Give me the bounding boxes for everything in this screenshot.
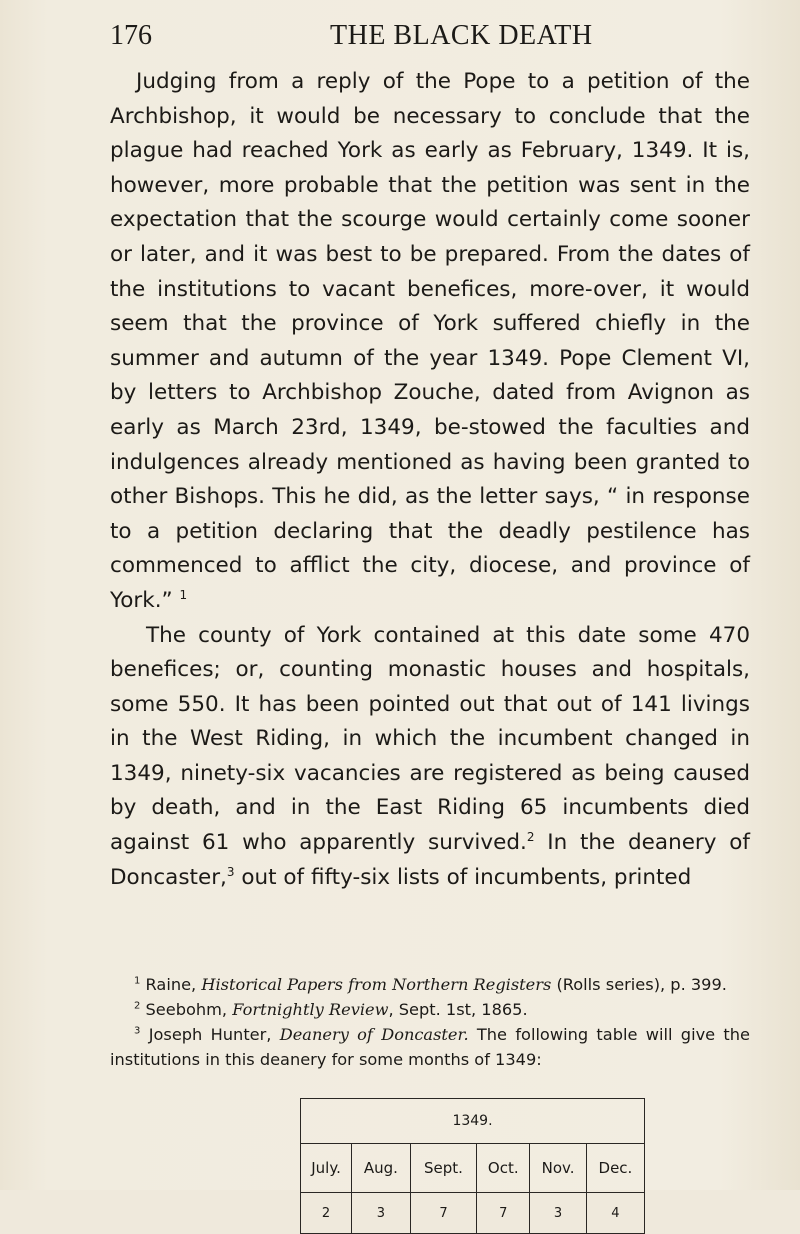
footnote-2-number: 2 [134, 1000, 141, 1012]
footnote-1-rest: (Rolls series), p. 399. [551, 975, 727, 994]
footnote-ref-2: 2 [526, 829, 535, 844]
footnote-ref-3: 3 [226, 864, 235, 879]
footnote-2 [110, 997, 750, 1022]
footnotes [110, 972, 750, 1072]
body-text [110, 65, 750, 895]
footnote-1-title: Historical Papers from Northern Registers [201, 975, 552, 994]
footnote-2-title: Fortnightly Review [232, 1000, 389, 1019]
footnote-3-title: Deanery of Doncaster. [279, 1025, 469, 1044]
table-month-row [301, 1144, 645, 1193]
footnote-1 [110, 972, 750, 997]
table-value-row [301, 1193, 645, 1234]
table-year-row [301, 1099, 645, 1144]
institutions-table [300, 1098, 645, 1234]
table-cell: 3 [530, 1193, 587, 1234]
table-month-header: Aug. [352, 1144, 411, 1193]
table-month-header: Nov. [530, 1144, 587, 1193]
footnote-2-author: Seebohm, [145, 1000, 233, 1019]
footnote-2-rest: , Sept. 1st, 1865. [388, 1000, 528, 1019]
page-header [110, 20, 730, 60]
footnote-ref-1: 1 [179, 587, 188, 602]
table-month-header: July. [301, 1144, 352, 1193]
footnote-3-rest: The following table will give the institutions in this deanery for some months of 1349: [110, 1025, 750, 1069]
paragraph-2-text-c: out of fifty-six lists of incumbents, printed [234, 864, 692, 890]
running-head: THE BLACK DEATH [330, 20, 593, 51]
table-cell: 4 [586, 1193, 644, 1234]
table-cell: 2 [301, 1193, 352, 1234]
page-number: 176 [110, 20, 152, 51]
table-cell: 3 [352, 1193, 411, 1234]
table-year-header: 1349. [301, 1099, 645, 1144]
paragraph-2 [110, 619, 750, 896]
footnote-3-author: Joseph Hunter, [148, 1025, 280, 1044]
table-cell: 7 [410, 1193, 477, 1234]
table-month-header: Dec. [586, 1144, 644, 1193]
table-month-header: Oct. [477, 1144, 530, 1193]
paragraph-1 [110, 65, 750, 619]
footnote-1-author: Raine, [145, 975, 202, 994]
paragraph-1-text: Judging from a reply of the Pope to a petition of the Archbishop, it would be necessary to conclude that the plague had reached York as early as February, 1349. It is, however, more probable that the petition was sent in the expectation that the scourge would certainly come sooner or later, and it was best to be prepared. From the dates of the institutions to vacant benefices, more-over, it would seem that the province of York suffered chiefly in the summer and autumn of the year 1349. Pope Clement VI, by letters to Archbishop Zouche, dated from Avignon as early as March 23rd, 1349, be-stowed the faculties and indulgences already mentioned as having been granted to other Bishops. This he did, as the letter says, “ in response to a petition declaring that the deadly pestilence has commenced to afflict the city, diocese, and province of York.” [110, 69, 750, 613]
paragraph-2-text: The county of York contained at this date some 470 benefices; or, counting monastic houses and hospitals, some 550. It has been pointed out that out of 141 livings in the West Riding, in which the incumbent changed in 1349, ninety-six vacancies are registered as being caused by death, and in the East Riding 65 incumbents died against 61 who apparently survived. [110, 622, 750, 856]
paragraph-2-text-b: In the deanery of Doncaster, [110, 830, 750, 890]
footnote-3 [110, 1022, 750, 1072]
footnote-1-number: 1 [134, 975, 141, 987]
table-cell: 7 [477, 1193, 530, 1234]
table-month-header: Sept. [410, 1144, 477, 1193]
footnote-3-number: 3 [134, 1025, 141, 1037]
